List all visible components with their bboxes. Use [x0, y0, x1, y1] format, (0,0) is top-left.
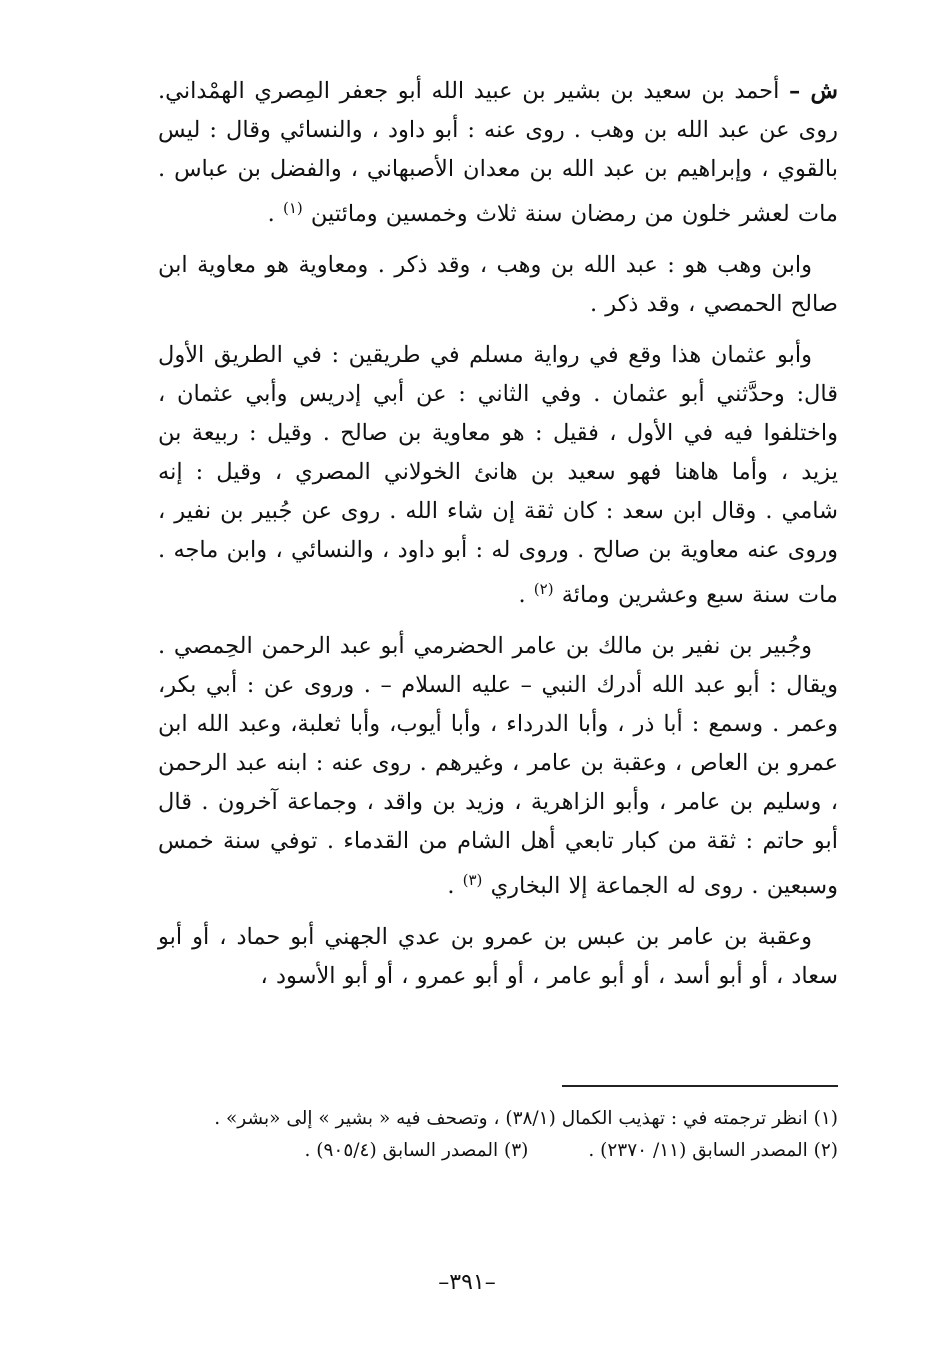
paragraph-tail: . — [267, 201, 283, 227]
footnotes — [158, 1103, 838, 1167]
footnote-2: (٢) المصدر السابق (١١/ ٢٣٧٠) . — [588, 1140, 838, 1161]
footnote-ref-1: (١) — [282, 199, 303, 217]
paragraph-tail: . — [447, 873, 463, 899]
footnote-3: (٣) المصدر السابق (٩٠٥/٤) . — [304, 1140, 529, 1161]
paragraph-text: وابن وهب هو : عبد الله بن وهب ، وقد ذكر . ومعاوية هو معاوية ابن صالح الحمصي ، وقد ذكر . — [158, 252, 838, 317]
footnote-ref-2: (٢) — [533, 580, 554, 598]
paragraph-uqba-bin-amir — [158, 918, 838, 996]
footnote-ref-3: (٣) — [462, 871, 483, 889]
paragraph-text: أحمد بن سعيد بن بشير بن عبيد الله أبو جعفر المِصري الهمْداني. روى عن عبد الله بن وهب . روى عنه : أبو داود ، والنسائي وقال : ليس بالقوي ، وإبراهيم بن عبد الله بن معدان الأصبهاني ، والفضل بن عباس . مات لعشر خلون من رمضان سنة ثلاث وخمسين ومائتين — [158, 78, 838, 227]
entry-siglum: ش – — [788, 78, 838, 104]
footnote-separator — [562, 1085, 838, 1087]
paragraph-ahmad-bin-said — [158, 72, 838, 234]
paragraph-text: وعقبة بن عامر بن عبس بن عمرو بن عدي الجهني أبو حماد ، أو أبو سعاد ، أو أبو أسد ، أو أبو عامر ، أو أبو عمرو ، أو أبو الأسود ، — [158, 924, 838, 989]
page-number: –٣٩١– — [438, 1270, 496, 1295]
paragraph-jubayr-bin-nufayr — [158, 627, 838, 906]
paragraph-tail: . — [518, 582, 534, 608]
paragraph-ibn-wahb — [158, 246, 838, 324]
footnote-1: (١) انظر ترجمته في : تهذيب الكمال (٣٨/١) ، وتصحف فيه « بشير » إلى «بشر» . — [214, 1108, 838, 1129]
paragraph-text: وجُبير بن نفير بن مالك بن عامر الحضرمي أبو عبد الرحمن الحِمصي . ويقال : أبو عبد الله أدرك النبي – عليه السلام – . وروى عن : أبي بكر، وعمر . وسمع : أبا ذر ، وأبا الدرداء ، وأبا أيوب، وأبا ثعلبة، وعبد الله ابن عمرو بن العاص ، وعقبة بن عامر ، وغيرهم . روى عنه : ابنه عبد الرحمن ، وسليم بن عامر ، وأبو الزاهرية ، وزيد بن واقد ، وجماعة آخرون . قال أبو حاتم : ثقة من كبار تابعي أهل الشام من القدماء . توفي سنة خمس وسبعين . روى له الجماعة إلا البخاري — [158, 633, 838, 899]
paragraph-text: وأبو عثمان هذا وقع في رواية مسلم في طريقين : في الطريق الأول قال: وحدَّثني أبو عثمان . وفي الثاني : عن أبي إدريس وأبي عثمان ، واختلفوا فيه في الأول ، فقيل : هو معاوية بن صالح . وقيل : ربيعة بن يزيد ، وأما هاهنا فهو سعيد بن هانئ الخولاني المصري ، وقيل : إنه شامي . وقال ابن سعد : كان ثقة إن شاء الله . روى عن جُبير بن نفير ، وروى عنه معاوية بن صالح . وروى له : أبو داود ، والنسائي ، وابن ماجه . مات سنة سبع وعشرين ومائة — [158, 342, 838, 608]
main-text — [158, 72, 838, 1008]
paragraph-abu-uthman — [158, 336, 838, 615]
footnote-row — [158, 1135, 838, 1167]
